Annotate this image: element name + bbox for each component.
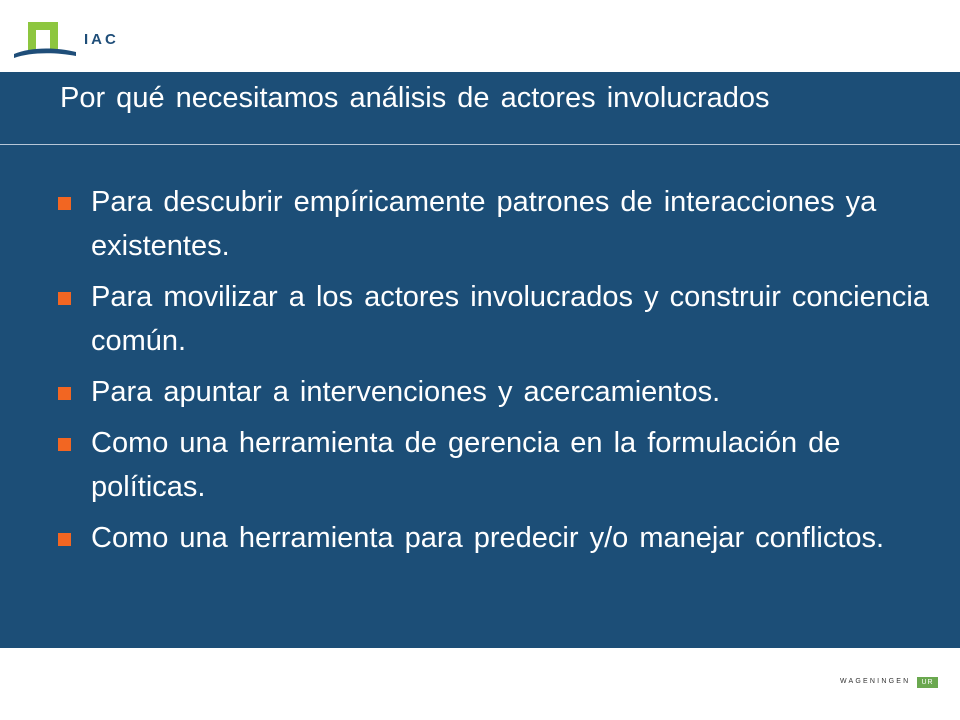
wageningen-logo-text: WAGENINGEN (840, 678, 911, 685)
bullet-square-icon (58, 533, 71, 546)
bullet-text: Para descubrir empíricamente patrones de interacciones ya existentes. (91, 186, 877, 262)
bullet-square-icon (58, 197, 71, 210)
bullet-text: Para apuntar a intervenciones y acercamientos. (91, 376, 721, 408)
bullet-square-icon (58, 292, 71, 305)
bullet-list (58, 180, 938, 567)
wageningen-ur-logo (840, 677, 940, 689)
slide-title: Por qué necesitamos análisis de actores involucrados (60, 82, 770, 114)
bullet-item (58, 516, 938, 560)
bullet-square-icon (58, 387, 71, 400)
bullet-item (58, 370, 938, 414)
iac-logo (14, 16, 124, 66)
bullet-item (58, 180, 938, 268)
iac-logo-text: IAC (84, 31, 119, 48)
title-divider (0, 144, 960, 145)
bullet-item (58, 275, 938, 363)
iac-logo-icon (14, 16, 80, 62)
bullet-square-icon (58, 438, 71, 451)
bullet-text: Como una herramienta para predecir y/o manejar conflictos. (91, 522, 885, 554)
ur-logo-box: UR (917, 677, 938, 688)
slide-panel (0, 72, 960, 648)
bullet-text: Como una herramienta de gerencia en la formulación de políticas. (91, 427, 841, 503)
bullet-text: Para movilizar a los actores involucrados y construir conciencia común. (91, 281, 929, 357)
bullet-item (58, 421, 938, 509)
